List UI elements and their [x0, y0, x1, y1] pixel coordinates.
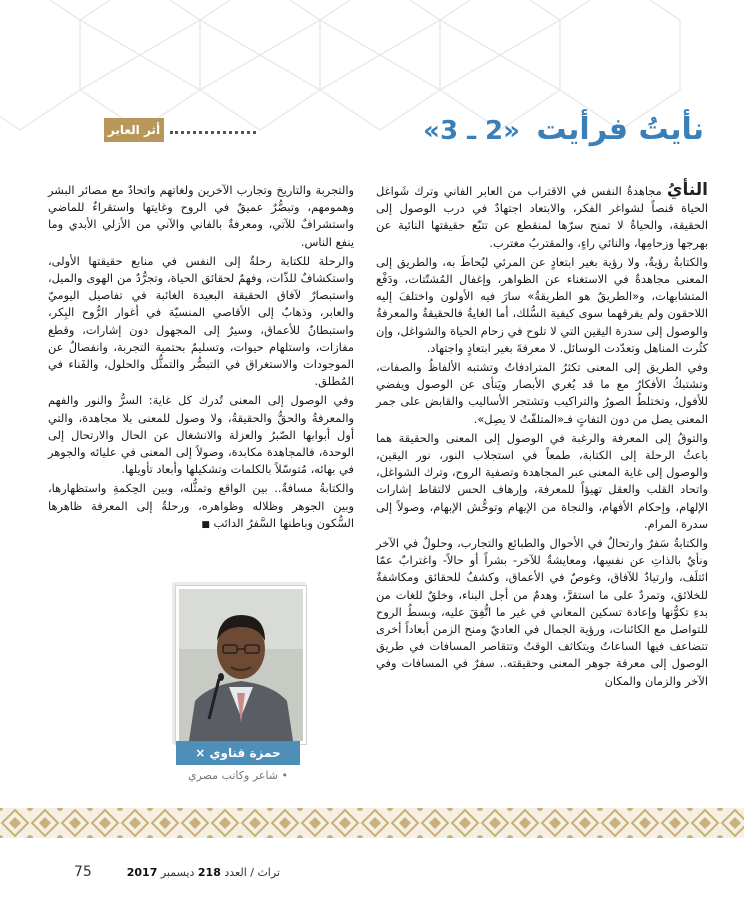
author-portrait-image: [179, 589, 303, 741]
lead-word: النأيُ: [666, 180, 708, 200]
page-number: 75: [74, 864, 92, 880]
paragraph: وفي الطريق إلى المعنى تكثرُ المترادفاتُ وتشتبه الألفاظُ والصفات، وتشتبكُ الأفكارُ مع ما قد يُغري الأبصار ويَنأى عن الوصول ويفضي للأفول، وتختلطُ الصورُ والتراكيب وتشتجر الأساليب والقابض على جمر المعنى يصل من دون التفاتٍ فـ«المتلفّتُ لا يصِل».: [376, 360, 708, 426]
paragraph: وفي الوصول إلى المعنى تُدرك كل غاية: السرُّ والنور والفهم والمعرفةُ والحقُّ والحقيقةُ، ولا وصول للمعنى بلا مجاهدة، والتي أول أبوابها الصّبرُ والعزلة والانشغال عن الحال والارتحال إلى الوحدة، فالمجاهدة مكابدة، وصولاً إلى المعنى في عليائه والجوهر في بهائه، مُتوسّلاً بالكلمات وتشكيلها وأبعاد تأويلها.: [48, 393, 354, 477]
title-main: نأيتُ فرأيت: [536, 112, 704, 147]
paragraph: والرحلة للكتابة رحلةٌ إلى النفس في منابع حقيقتها الأولى، واستكشافٌ للذّات، وفهمٌ لحقائق الحياة، وتجرُّدٌ من الهوى والميل، واستبصارٌ لآفاق الحقيقة البعيدة الغائبة في تفاصيل اليوميّ والعابر، وذهابٌ إلى الأقاصي المنسيّة في أغوار الرُّوح البِكر، واستبطانٌ للأعماق، وسيرٌ إلى المجهول دون إشارات، وقطع مفازات، واستلهام حيوات، وتسليمٌ بحتمية التجربة، وانفصالٌ عن الموجودات والاستغراق في التبصُّر والتمثُّل والحلول، والفَناء في المُطلق.: [48, 253, 354, 389]
author-name: حمزة قناوي: [209, 746, 281, 760]
paragraph: والكتابةُ مسافةٌ.. بين الواقع وتمثُّله، وبين الحِكمةِ واستظهارها، وبين الجوهر وظلاله وظواهره، ورحلةٌ إلى المعرفة ظاهرها السُّكون وباطنها السَّفرُ الدائب ■: [48, 481, 354, 530]
title-part: «2 ـ 3»: [423, 116, 520, 146]
author-caption: [176, 769, 300, 782]
paragraph: النأيُ مجاهدةُ النفس في الاقتراب من العابر الفاني وترك شَواغل الحياة قنصاً لشواغر الفكر، والابتعاد اجتهادٌ في درب الوصول إلى الحقيقة، والحياةُ لا تمنح سرّها لمنقطع عن تتبّع حقيقتها النائية عن بهرجها وزحامِها، والنائي راءٍ، والمقتربُ مغترب.: [376, 180, 708, 250]
issue-month: ديسمبر: [160, 866, 195, 879]
paragraph: والتجربة والتاريخ وتجارب الآخرين ولغاتهم واتحادٌ مع مصائر البشر وهمومهم، وتبصُّرٌ عميقٌ في الروح وغايتها واستقراءٌ للماضي واستشرافٌ للآتي، ومعرفةٌ بالفاني والآني من الأزلي الأبدي وما ينفع الناس.: [48, 183, 354, 249]
paragraph: والكتابةُ رؤيةٌ، ولا رؤية بغير ابتعادٍ عن المرئي ليُحاطَ به، والطريق إلى المعنى مجاهدةٌ في الاستغناء عن الظواهر، وإغفال المُشتّتات، ودَفْع المتشابهات، و«الطريقُ هو الطريقةُ» سارَ فيه الأولون واختلفَ إليه اللاحقون ولم يفرقهما سوى كيفية السُّلك، أما الغايةُ فالحقيقةُ والمعرفةُ والوصول إلى سدرة اليقين التي لا تلوح في زحام الحياة والشواغل، وإن كثُرت المناهل وتعدّدت الوسائل. لا معرفةَ بغير ابتعادٍ واجتهاد.: [376, 254, 708, 355]
issue-year: 2017: [126, 866, 158, 879]
issue-info: [127, 866, 280, 879]
author-photo: [176, 586, 306, 744]
paragraph: والتوقُ إلى المعرفة والرغبة في الوصول إلى المعنى والحقيقة هما باعثُ الرحلة إلى الكتابة، طمعاً في استجلاب النور، نور اليقين، والوصول إلى غاية المعنى عبر المجاهدة وتصفية الروح، وترك الشواغل، واتحاد القلب والعقل تهيؤاً للمعرفة، وإرهاف الحس لالتقاط إشارات الإلهام، وإحكام الأفهام، والنجاة من الإيهام وتوحُّش الإبهام، وصولاً إلى سدرة المرام.: [376, 430, 708, 531]
magazine-name: تراث / العدد: [224, 866, 280, 879]
article-right-column: [376, 182, 708, 692]
paragraph: والكتابةُ سَفرٌ وارتحالٌ في الأحوال والطبائع والتجارب، وحلولٌ في الآخر ونأيٌ بالذاتِ عن نفسِها، ومعايشةٌ للآخر- بشراً أو حالاً- واغترابٌ عمّا ائتلَف، وارتيادٌ للآفاق، وغوصٌ في الأعماق، وكشفٌ للحقائق ومكاشفةٌ للخلائق، وتمردٌ على ما استقرَّ، وهدمٌ من أجل البناء، وخلقٌ للغات من بدءِ تكوُّنها وإعادة تسكين المعاني في غير ما اتُّفِقَ عليه، وبسطُ الروح للتواصل مع الكائنات، ورؤية الجمال في العاديّ ومنح الزمن أبعاداً أخرى تتضاعف فيها الساعاتُ ويتكاثف الوقتُ وتتقاصر المسافات في طريق الوصول إلى معرفة جوهر المعنى وحقيقته.. سفرٌ في المسافات وفي الآخر والزمان والمكان: [376, 536, 708, 688]
author-name-box: [176, 741, 300, 765]
issue-number: 218: [197, 866, 221, 879]
ornamental-band: [0, 808, 744, 838]
article-left-column: [48, 182, 354, 536]
title-divider: [170, 131, 256, 134]
page-footer: [0, 862, 744, 884]
caption-mark: •: [281, 769, 289, 782]
article-title: [423, 112, 704, 147]
author-role: شاعر وكاتب مصري: [187, 769, 279, 782]
name-mark: ×: [195, 746, 206, 760]
end-mark: ■: [201, 519, 210, 530]
section-tag: أثر العابر: [104, 118, 164, 142]
